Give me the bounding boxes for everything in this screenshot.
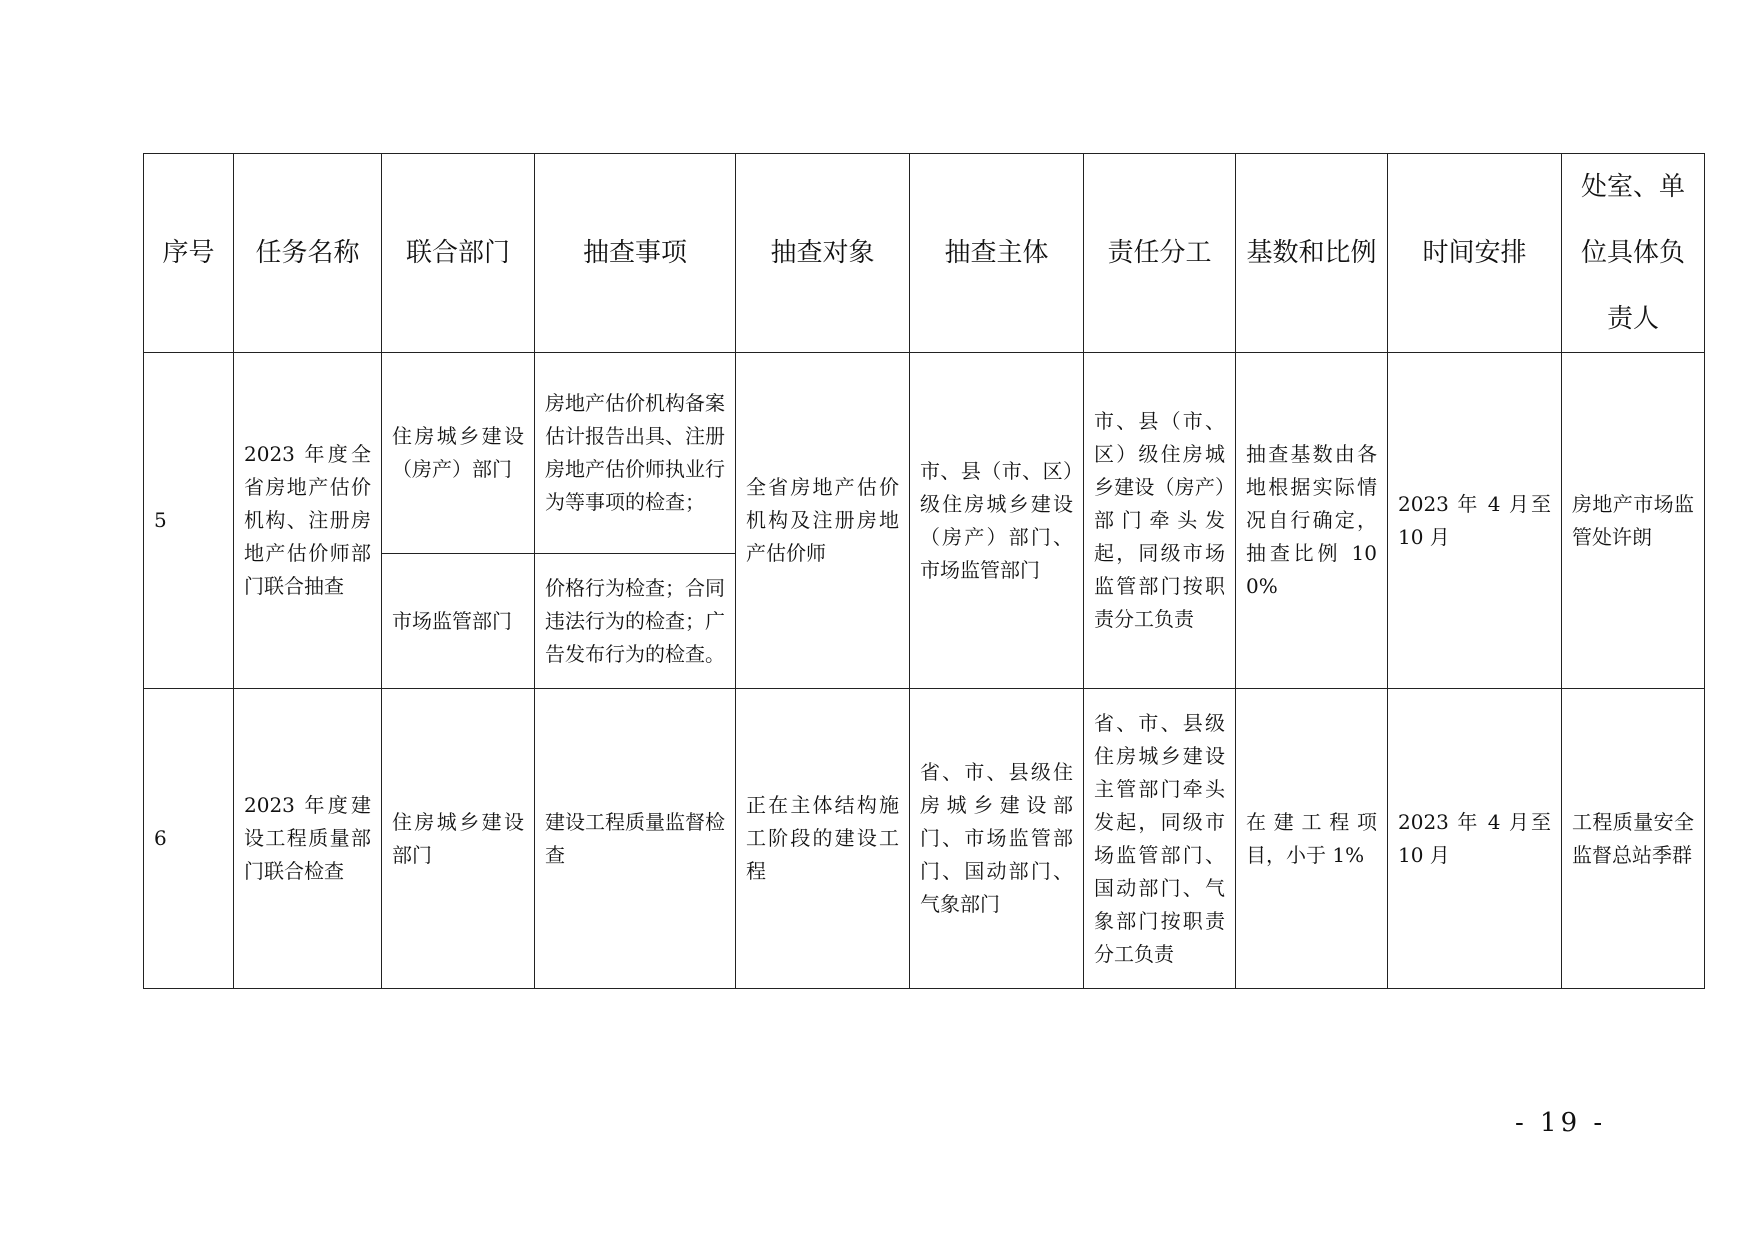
row6-dept: 住房城乡建设部门 [382, 689, 535, 989]
header-object: 抽查对象 [736, 154, 910, 353]
header-ratio: 基数和比例 [1236, 154, 1388, 353]
row5-object: 全省房地产估价机构及注册房地产估价师 [736, 353, 910, 689]
row6-task: 2023 年度建设工程质量部门联合检查 [234, 689, 382, 989]
header-row [144, 154, 1705, 353]
row6-item: 建设工程质量监督检查 [535, 689, 736, 989]
row5-duty: 市、县（市、区）级住房城乡建设（房产）部门牵头发起，同级市场监管部门按职责分工负责 [1084, 353, 1236, 689]
header-duty: 责任分工 [1084, 154, 1236, 353]
row5-time: 2023 年 4 月至 10 月 [1388, 353, 1562, 689]
row6-ratio: 在建工程项目，小于 1% [1236, 689, 1388, 989]
row5-dept-b: 市场监管部门 [382, 554, 535, 689]
row5-item-a: 房地产估价机构备案估计报告出具、注册房地产估价师执业行为等事项的检查； [535, 353, 736, 554]
row5-item-b: 价格行为检查；合同违法行为的检查；广告发布行为的检查。 [535, 554, 736, 689]
header-item: 抽查事项 [535, 154, 736, 353]
header-no: 序号 [144, 154, 234, 353]
table-row [144, 689, 1705, 989]
table-row [144, 353, 1705, 554]
row6-owner: 工程质量安全监督总站季群 [1562, 689, 1705, 989]
row5-ratio: 抽查基数由各地根据实际情况自行确定，抽查比例 100% [1236, 353, 1388, 689]
row6-subject: 省、市、县级住房城乡建设部门、市场监管部门、国动部门、气象部门 [910, 689, 1084, 989]
row6-time: 2023 年 4 月至 10 月 [1388, 689, 1562, 989]
row5-no: 5 [144, 353, 234, 689]
row5-dept-a: 住房城乡建设（房产）部门 [382, 353, 535, 554]
row5-subject: 市、县（市、区）级住房城乡建设（房产）部门、市场监管部门 [910, 353, 1084, 689]
header-owner: 处室、单位具体负责人 [1562, 154, 1705, 353]
page-number: - 19 - [1515, 1108, 1607, 1138]
row6-no: 6 [144, 689, 234, 989]
header-time: 时间安排 [1388, 154, 1562, 353]
header-task: 任务名称 [234, 154, 382, 353]
row5-task: 2023 年度全省房地产估价机构、注册房地产估价师部门联合抽查 [234, 353, 382, 689]
row6-duty: 省、市、县级住房城乡建设主管部门牵头发起，同级市场监管部门、国动部门、气象部门按职责分工负责 [1084, 689, 1236, 989]
row5-owner: 房地产市场监管处许朗 [1562, 353, 1705, 689]
header-subject: 抽查主体 [910, 154, 1084, 353]
inspection-plan-table [143, 153, 1705, 989]
header-dept: 联合部门 [382, 154, 535, 353]
row6-object: 正在主体结构施工阶段的建设工程 [736, 689, 910, 989]
